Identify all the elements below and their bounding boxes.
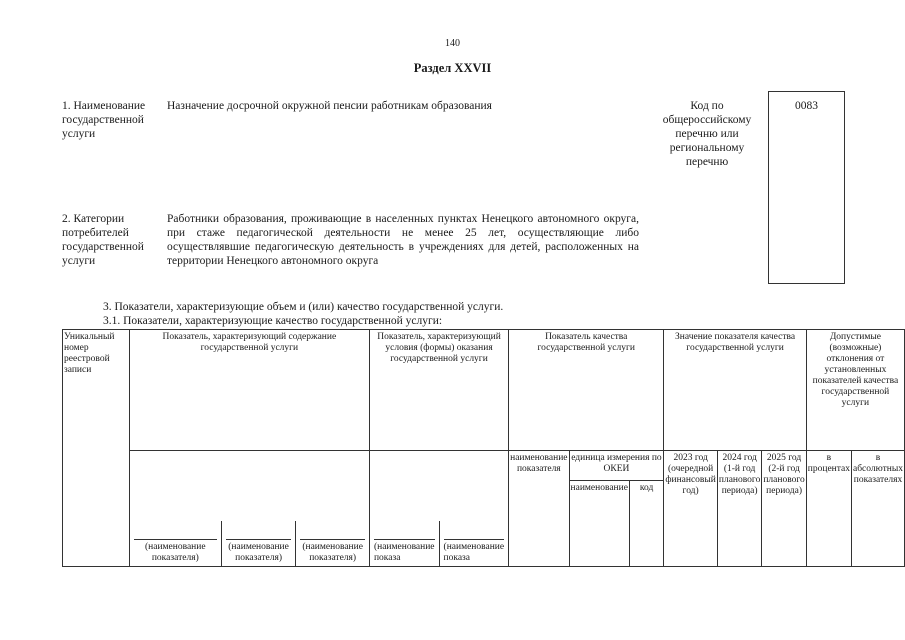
code-box [768, 91, 845, 284]
okei-name-header: наименование [569, 481, 629, 567]
deviation-percent-header: в процентах [806, 451, 851, 567]
section-3-1-heading: 3.1. Показатели, характеризующие качество государственной услуги: [103, 315, 443, 327]
content-indicator-name-3: (наименование показателя) [300, 539, 365, 564]
conditions-indicator-name-1: (наименование показа [374, 539, 435, 564]
quality-indicators-table [62, 329, 905, 567]
okei-code-header: код [629, 481, 663, 567]
item2-value: Работники образования, проживающие в населенных пунктах Ненецкого автономного округа, при стаже педагогической деятельности не менее 25 лет, осуществляющие либо осуществлявшие педагогическую деятельность в учреждениях для детей, расположенных на территории Ненецкого автономного округа [167, 213, 639, 267]
conditions-indicator-name-2: (наименование показа [444, 539, 505, 564]
year-2023-header: 2023 год (очередной финансовый год) [664, 451, 718, 567]
okei-header: единица измерения по ОКЕИ [569, 451, 664, 481]
col-allowed-deviation: Допустимые (возможные) отклонения от установленных показателей качества государственной услуги [806, 330, 904, 451]
section-3-heading: 3. Показатели, характеризующие объем и (или) качество государственной услуги. [103, 301, 504, 313]
code-label: Код по общероссийскому перечню или региональному перечню [662, 100, 752, 168]
page-number: 140 [445, 38, 460, 49]
quality-name-header: наименование показателя [509, 451, 569, 567]
col-indicator-value: Значение показателя качества государственной услуги [664, 330, 806, 451]
item2-label: 2. Категории потребителей государственной услуги [62, 213, 144, 267]
year-2024-header: 2024 год (1-й год планового периода) [717, 451, 761, 567]
item1-label: 1. Наименование государственной услуги [62, 100, 146, 140]
conditions-blank [369, 451, 508, 521]
content-indicator-name-2: (наименование показателя) [226, 539, 292, 564]
section-title: Раздел XXVII [413, 61, 492, 75]
code-value: 0083 [795, 100, 818, 112]
content-indicator-name-1: (наименование показателя) [134, 539, 217, 564]
year-2025-header: 2025 год (2-й год планового периода) [762, 451, 806, 567]
col-conditions-indicator: Показатель, характеризующий условия (формы) оказания государственной услуги [369, 330, 508, 451]
content-blank [129, 451, 369, 521]
deviation-absolute-header: в абсолютных показателях [852, 451, 905, 567]
col-quality-indicator: Показатель качества государственной услуги [509, 330, 664, 451]
col-unique-number: Уникальный номер реестровой записи [63, 330, 130, 567]
col-content-indicator: Показатель, характеризующий содержание государственной услуги [129, 330, 369, 451]
item1-value: Назначение досрочной окружной пенсии работникам образования [167, 100, 492, 112]
